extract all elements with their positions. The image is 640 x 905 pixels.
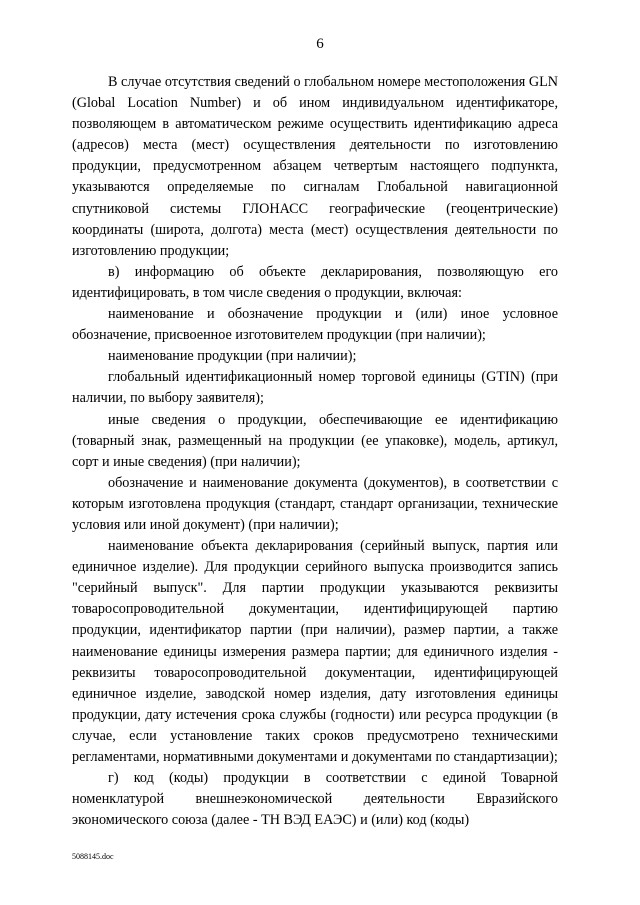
paragraph-gtin: глобальный идентификационный номер торговой единицы (GTIN) (при наличии, по выбору заявителя); (72, 369, 558, 407)
document-body (72, 72, 558, 831)
footer-filename: 5088145.doc (72, 852, 114, 861)
paragraph-object-info: в) информацию об объекте декларирования, позволяющую его идентифицировать, в том числе сведения о продукции, включая: (72, 263, 558, 301)
paragraph-other-info: иные сведения о продукции, обеспечивающие ее идентификацию (товарный знак, размещенный на продукции (ее упаковке), модель, артикул, сорт и иные сведения) (при наличии); (72, 411, 558, 470)
page-number: 6 (316, 36, 324, 52)
paragraph-product-name: наименование продукции (при наличии); (108, 348, 357, 365)
paragraph-product-designation: наименование и обозначение продукции и (или) иное условное обозначение, присвоенное изготовителем продукции (при наличии); (72, 306, 558, 344)
paragraph-product-codes: г) код (коды) продукции в соответствии с единой Товарной номенклатурой внешнеэкономической деятельности Евразийского экономического союза (далее - ТН ВЭД ЕАЭС) и (или) код (коды) (72, 770, 558, 829)
paragraph-gln-coordinates: В случае отсутствия сведений о глобальном номере местоположения GLN (Global Location Number) и об ином индивидуальном идентификаторе, позволяющем в автоматическом режиме осуществить идентификацию адреса (адресов) места (мест) осуществления деятельности по изготовлению продукции, предусмотренном абзацем четвертым настоящего подпункта, указываются определяемые по сигналам Глобальной навигационной спутниковой системы ГЛОНАСС географические (геоцентрические) координаты (широта, долгота) места (мест) осуществления деятельности по изготовлению продукции; (72, 74, 558, 259)
paragraph-declaration-object: наименование объекта декларирования (серийный выпуск, партия или единичное изделие). Для продукции серийного выпуска производится запись "серийный выпуск". Для партии продукции указываются реквизиты товаросопроводительной документации, идентифицирующей партию продукции, идентификатор партии (при наличии), размер партии, а также наименование единицы измерения размера партии; для единичного изделия - реквизиты товаросопроводительной документации, идентифицирующей единичное изделие, заводской номер изделия, дату изготовления единицы продукции, дату истечения срока службы (годности) или ресурса продукции (в случае, если установление таких сроков предусмотрено техническими регламентами, нормативными документами и документами по стандартизации); (72, 538, 558, 765)
paragraph-document-designation: обозначение и наименование документа (документов), в соответствии с которым изготовлена продукция (стандарт, стандарт организации, технические условия или иной документ) (при наличии); (72, 474, 558, 533)
